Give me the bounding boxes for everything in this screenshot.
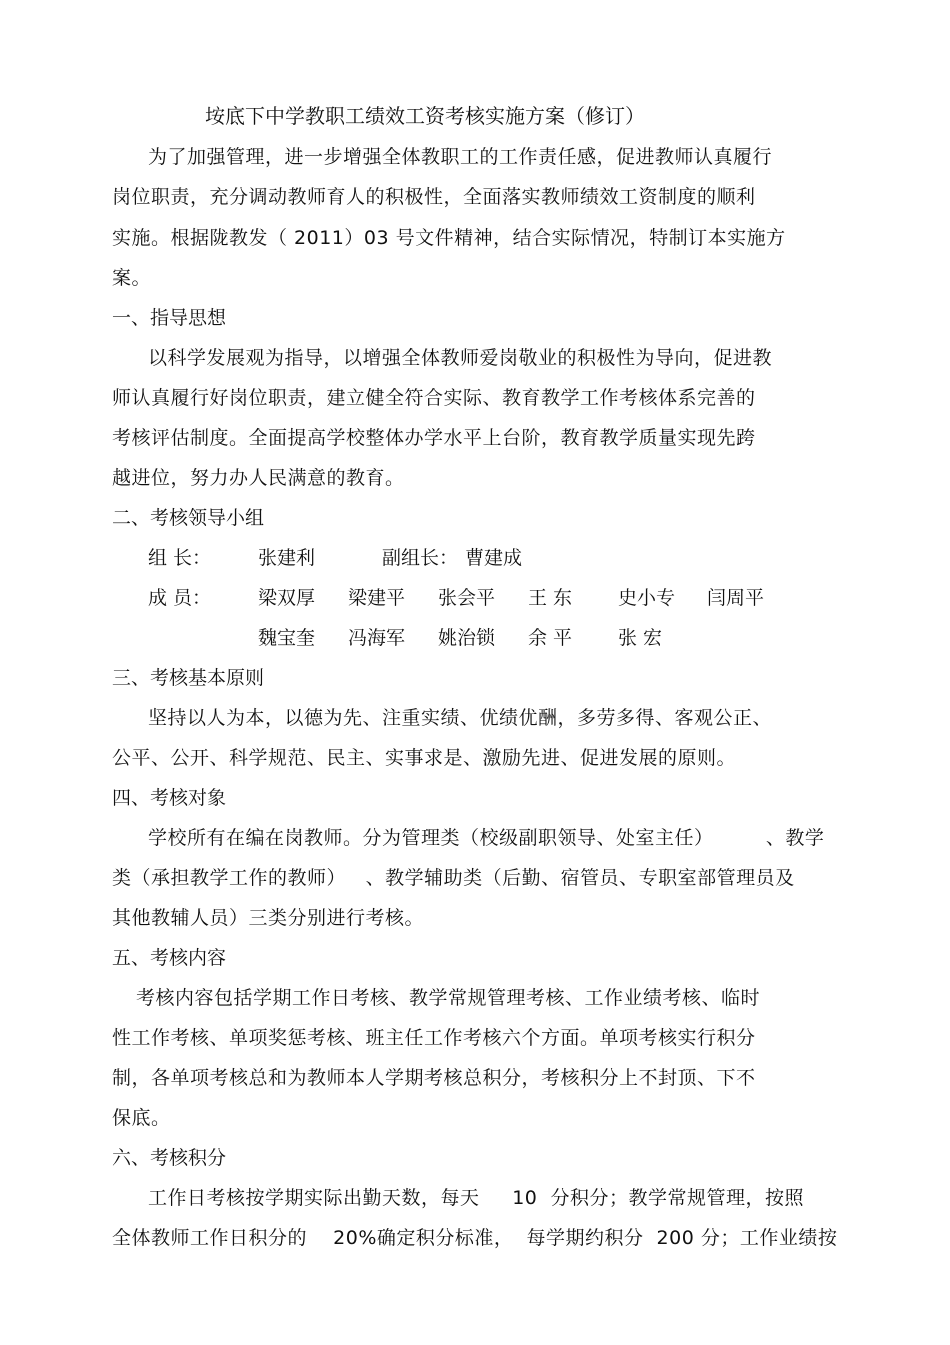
member-name: 张 宏 bbox=[618, 627, 663, 649]
s6-line-1: 工作日考核按学期实际出勤天数，每天 10 分积分；教学常规管理，按照 bbox=[148, 1187, 804, 1209]
intro-line-4: 案。 bbox=[112, 267, 152, 289]
s5-line-4: 保底。 bbox=[112, 1107, 171, 1129]
member-name: 张会平 bbox=[438, 587, 496, 609]
s4-line-3: 其他教辅人员）三类分别进行考核。 bbox=[112, 907, 425, 929]
members-label: 成 员： bbox=[148, 587, 212, 609]
member-name: 梁双厚 bbox=[258, 587, 316, 609]
s4-line-1: 学校所有在编在岗教师。分为管理类（校级副职领导、处室主任） 、教学 bbox=[148, 827, 825, 849]
s5-line-2: 性工作考核、单项奖惩考核、班主任工作考核六个方面。单项考核实行积分 bbox=[112, 1027, 756, 1049]
s4-line-2: 类（承担教学工作的教师） 、教学辅助类（后勤、宿管员、专职室部管理员及 bbox=[112, 867, 795, 889]
s5-line-1: 考核内容包括学期工作日考核、教学常规管理考核、工作业绩考核、临时 bbox=[136, 987, 761, 1009]
s1-line-1: 以科学发展观为指导，以增强全体教师爱岗敬业的积极性为导向，促进教 bbox=[148, 347, 773, 369]
s5-line-3: 制，各单项考核总和为教师本人学期考核总积分，考核积分上不封顶、下不 bbox=[112, 1067, 756, 1089]
section-heading-guiding-ideology: 一、指导思想 bbox=[112, 307, 227, 329]
document-title: 垵底下中学教职工绩效工资考核实施方案（修订） bbox=[205, 104, 645, 128]
member-name: 余 平 bbox=[528, 627, 573, 649]
s1-line-3: 考核评估制度。全面提高学校整体办学水平上台阶，教育教学质量实现先跨 bbox=[112, 427, 756, 449]
deputy-label: 副组长： bbox=[382, 547, 459, 569]
member-name: 魏宝奎 bbox=[258, 627, 316, 649]
deputy-name: 曹建成 bbox=[465, 547, 523, 569]
member-name: 闫周平 bbox=[707, 587, 765, 609]
member-name: 王 东 bbox=[528, 587, 573, 609]
section-heading-principles: 三、考核基本原则 bbox=[112, 667, 265, 689]
intro-line-3: 实施。根据陇教发（ 2011）03 号文件精神，结合实际情况，特制订本实施方 bbox=[112, 227, 786, 249]
member-name: 梁建平 bbox=[348, 587, 406, 609]
section-heading-subjects: 四、考核对象 bbox=[112, 787, 227, 809]
member-name: 姚治锁 bbox=[438, 627, 496, 649]
section-heading-points: 六、考核积分 bbox=[112, 1147, 227, 1169]
member-name: 冯海军 bbox=[348, 627, 406, 649]
member-name: 史小专 bbox=[618, 587, 676, 609]
s6-line-2: 全体教师工作日积分的 20%确定积分标准， 每学期约积分 200 分；工作业绩按 bbox=[112, 1227, 838, 1249]
leader-name: 张建利 bbox=[258, 547, 316, 569]
leader-label: 组 长： bbox=[148, 547, 212, 569]
s1-line-2: 师认真履行好岗位职责，建立健全符合实际、教育教学工作考核体系完善的 bbox=[112, 387, 756, 409]
intro-line-2: 岗位职责，充分调动教师育人的积极性，全面落实教师绩效工资制度的顺利 bbox=[112, 186, 756, 208]
s3-line-2: 公平、公开、科学规范、民主、实事求是、激励先进、促进发展的原则。 bbox=[112, 747, 737, 769]
s1-line-4: 越进位，努力办人民满意的教育。 bbox=[112, 467, 405, 489]
section-heading-leadership-group: 二、考核领导小组 bbox=[112, 507, 265, 529]
s3-line-1: 坚持以人为本，以德为先、注重实绩、优绩优酬，多劳多得、客观公正、 bbox=[148, 707, 773, 729]
section-heading-content: 五、考核内容 bbox=[112, 947, 227, 969]
intro-line-1: 为了加强管理，进一步增强全体教职工的工作责任感，促进教师认真履行 bbox=[148, 146, 773, 168]
